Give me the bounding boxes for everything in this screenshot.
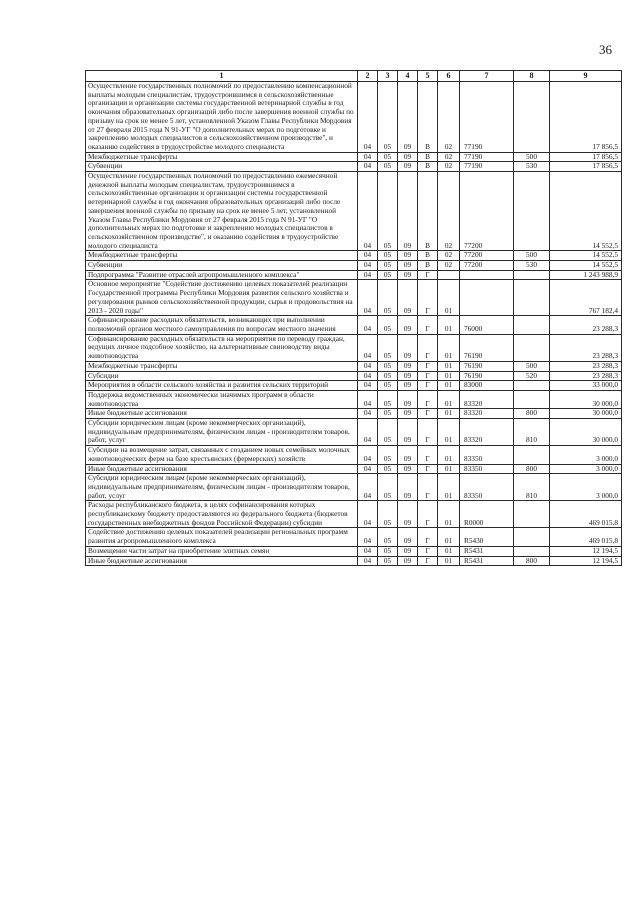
row-cell-c2: 04: [358, 409, 378, 419]
row-cell-c4: 09: [398, 409, 418, 419]
table-row: [86, 474, 622, 501]
row-cell-c5: В: [418, 162, 438, 172]
column-header: 9: [550, 71, 622, 82]
row-cell-c6: 01: [438, 556, 460, 566]
row-cell-c6: 02: [438, 251, 460, 261]
row-cell-c9: 23 288,3: [550, 361, 622, 371]
row-cell-c6: 01: [438, 546, 460, 556]
row-cell-c3: 05: [378, 528, 398, 546]
row-cell-c7: 77200: [460, 172, 514, 251]
row-cell-c3: 05: [378, 474, 398, 501]
table-row: [86, 172, 622, 251]
row-cell-c6: 01: [438, 390, 460, 408]
row-cell-c3: 05: [378, 251, 398, 261]
row-cell-c2: 04: [358, 251, 378, 261]
row-cell-c9: 14 552,5: [550, 261, 622, 271]
table-row: [86, 371, 622, 381]
row-description: Поддержка ведомственных экономически значимых программ в области животноводства: [86, 390, 358, 408]
row-cell-c3: 05: [378, 464, 398, 474]
row-cell-c9: 30 000,0: [550, 409, 622, 419]
row-cell-c5: Г: [418, 316, 438, 334]
row-cell-c5: Г: [418, 474, 438, 501]
row-cell-c5: В: [418, 172, 438, 251]
row-cell-c6: 02: [438, 162, 460, 172]
table-row: [86, 280, 622, 316]
row-cell-c3: 05: [378, 270, 398, 280]
row-cell-c3: 05: [378, 261, 398, 271]
row-cell-c9: 3 000,0: [550, 446, 622, 464]
row-cell-c4: 09: [398, 162, 418, 172]
row-cell-c4: 09: [398, 528, 418, 546]
row-cell-c4: 09: [398, 316, 418, 334]
row-cell-c7: R5430: [460, 528, 514, 546]
row-cell-c3: 05: [378, 82, 398, 153]
row-cell-c2: 04: [358, 162, 378, 172]
row-description: Субсидии на возмещение затрат, связанных с созданием новых семейных молочных животноводческих ферм на базе крестьянских (фермерских) хозяйств: [86, 446, 358, 464]
row-cell-c6: 01: [438, 474, 460, 501]
row-cell-c5: В: [418, 251, 438, 261]
table-row: [86, 446, 622, 464]
row-cell-c7: R5431: [460, 546, 514, 556]
row-cell-c9: 3 000,0: [550, 464, 622, 474]
row-cell-c3: 05: [378, 316, 398, 334]
row-cell-c4: 09: [398, 546, 418, 556]
row-cell-c9: 23 288,3: [550, 316, 622, 334]
row-cell-c3: 05: [378, 501, 398, 528]
row-cell-c4: 09: [398, 361, 418, 371]
table-row: [86, 419, 622, 446]
table-row: [86, 556, 622, 566]
row-cell-c5: Г: [418, 381, 438, 391]
row-cell-c8: [514, 446, 550, 464]
column-header: 4: [398, 71, 418, 82]
row-cell-c3: 05: [378, 419, 398, 446]
row-cell-c7: 77190: [460, 152, 514, 162]
row-cell-c4: 09: [398, 446, 418, 464]
row-cell-c5: Г: [418, 371, 438, 381]
row-cell-c7: 83320: [460, 419, 514, 446]
row-cell-c9: 12 194,5: [550, 556, 622, 566]
row-cell-c7: 83350: [460, 464, 514, 474]
row-cell-c6: 01: [438, 464, 460, 474]
row-cell-c2: 04: [358, 270, 378, 280]
row-description: Осуществление государственных полномочий по предоставлению ежемесячной денежной выплаты молодым специалистам, трудоустроившимся в сельскохозяйственные организации и организации системы государственной ветеринарной службы в год окончания образовательных организаций либо после завершения военной службы по призыву на срок не менее 5 лет, установленной Указом Главы Республики Мордовия от 27 февраля 2015 года N 91-УГ "О дополнительных мерах по подготовке и закреплению молодых специалистов в сельскохозяйственном производстве", и оказанию содействия в трудоустройстве молодого специалиста: [86, 172, 358, 251]
row-cell-c5: Г: [418, 464, 438, 474]
row-cell-c2: 04: [358, 464, 378, 474]
row-cell-c6: 01: [438, 528, 460, 546]
row-cell-c4: 09: [398, 172, 418, 251]
row-cell-c6: 01: [438, 334, 460, 361]
row-cell-c5: В: [418, 82, 438, 153]
row-cell-c8: [514, 546, 550, 556]
row-cell-c8: [514, 501, 550, 528]
row-cell-c5: Г: [418, 390, 438, 408]
table-row: [86, 162, 622, 172]
table-row: [86, 82, 622, 153]
row-cell-c3: 05: [378, 390, 398, 408]
row-cell-c8: 500: [514, 251, 550, 261]
row-cell-c4: 09: [398, 556, 418, 566]
table-body: [86, 82, 622, 566]
table-row: [86, 390, 622, 408]
row-cell-c5: Г: [418, 446, 438, 464]
column-header: 5: [418, 71, 438, 82]
column-header: 8: [514, 71, 550, 82]
row-cell-c5: Г: [418, 546, 438, 556]
row-cell-c7: 83320: [460, 390, 514, 408]
row-cell-c2: 04: [358, 390, 378, 408]
row-cell-c6: 02: [438, 152, 460, 162]
row-cell-c4: 09: [398, 390, 418, 408]
row-cell-c8: 500: [514, 361, 550, 371]
row-cell-c8: 500: [514, 152, 550, 162]
row-cell-c8: [514, 280, 550, 316]
row-cell-c2: 04: [358, 172, 378, 251]
row-cell-c8: 810: [514, 474, 550, 501]
row-cell-c9: 23 288,3: [550, 334, 622, 361]
row-cell-c2: 04: [358, 446, 378, 464]
row-cell-c9: 23 288,3: [550, 371, 622, 381]
row-description: Возмещение части затрат на приобретение элитных семян: [86, 546, 358, 556]
row-cell-c3: 05: [378, 172, 398, 251]
row-description: Субсидии юридическим лицам (кроме некоммерческих организаций), индивидуальным предпринимателям, физическим лицам - производителям товаров, работ, услуг: [86, 474, 358, 501]
row-description: Мероприятия в области сельского хозяйства и развития сельских территорий: [86, 381, 358, 391]
table-row: [86, 381, 622, 391]
row-cell-c6: 01: [438, 361, 460, 371]
row-cell-c6: 02: [438, 172, 460, 251]
row-cell-c9: 30 000,0: [550, 390, 622, 408]
row-cell-c7: 76190: [460, 371, 514, 381]
row-cell-c4: 09: [398, 501, 418, 528]
row-cell-c4: 09: [398, 280, 418, 316]
row-description: Софинансирование расходных обязательств на мероприятия по переводу граждан, ведущих личное подсобное хозяйство, на альтернативные свиноводству виды животноводства: [86, 334, 358, 361]
row-cell-c4: 09: [398, 270, 418, 280]
row-cell-c9: 14 552,5: [550, 172, 622, 251]
row-cell-c8: 530: [514, 261, 550, 271]
row-cell-c9: 14 552,5: [550, 251, 622, 261]
row-cell-c3: 05: [378, 152, 398, 162]
row-cell-c9: 33 000,0: [550, 381, 622, 391]
row-cell-c2: 04: [358, 419, 378, 446]
row-description: Межбюджетные трансферты: [86, 152, 358, 162]
row-cell-c3: 05: [378, 162, 398, 172]
row-cell-c9: 3 000,0: [550, 474, 622, 501]
row-cell-c7: [460, 280, 514, 316]
row-cell-c7: 83350: [460, 474, 514, 501]
row-cell-c5: Г: [418, 280, 438, 316]
row-cell-c8: [514, 390, 550, 408]
row-cell-c5: Г: [418, 501, 438, 528]
column-header: 3: [378, 71, 398, 82]
row-cell-c2: 04: [358, 556, 378, 566]
row-cell-c2: 04: [358, 546, 378, 556]
table-row: [86, 261, 622, 271]
row-cell-c6: 01: [438, 446, 460, 464]
table-row: [86, 251, 622, 261]
table-row: [86, 546, 622, 556]
row-description: Софинансирование расходных обязательств, возникающих при выполнении полномочий органов местного самоуправления по вопросам местного значения: [86, 316, 358, 334]
table-row: [86, 464, 622, 474]
row-cell-c9: 30 000,0: [550, 419, 622, 446]
row-cell-c6: 01: [438, 381, 460, 391]
row-cell-c7: 76190: [460, 334, 514, 361]
row-cell-c8: [514, 528, 550, 546]
row-cell-c2: 04: [358, 280, 378, 316]
row-cell-c2: 04: [358, 528, 378, 546]
row-cell-c2: 04: [358, 82, 378, 153]
row-cell-c7: 77190: [460, 162, 514, 172]
row-cell-c8: 520: [514, 371, 550, 381]
row-description: Основное мероприятие "Содействие достижению целевых показателей реализации Государственной программы Республики Мордовия развития сельского хозяйства и регулирования рынков сельскохозяйственной продукции, сырья и продовольствия на 2013 - 2020 годы": [86, 280, 358, 316]
row-cell-c7: R0000: [460, 501, 514, 528]
row-cell-c9: 469 015,8: [550, 528, 622, 546]
row-cell-c9: 12 194,5: [550, 546, 622, 556]
row-description: Иные бюджетные ассигнования: [86, 464, 358, 474]
row-cell-c5: В: [418, 152, 438, 162]
row-cell-c6: 01: [438, 371, 460, 381]
row-cell-c5: Г: [418, 361, 438, 371]
row-cell-c5: Г: [418, 334, 438, 361]
row-cell-c8: [514, 172, 550, 251]
row-description: Расходы республиканского бюджета, в целях софинансирования которых республиканскому бюджету предоставляются из федерального бюджета (бюджетов государственных внебюджетных фондов Российской Федерации) субсидии: [86, 501, 358, 528]
column-header: 1: [86, 71, 358, 82]
row-cell-c6: [438, 270, 460, 280]
row-cell-c4: 09: [398, 82, 418, 153]
table-row: [86, 501, 622, 528]
row-cell-c7: 76000: [460, 316, 514, 334]
row-description: Подпрограмма "Развитие отраслей агропромышленного комплекса": [86, 270, 358, 280]
row-cell-c6: 02: [438, 261, 460, 271]
row-cell-c2: 04: [358, 371, 378, 381]
row-cell-c7: 77190: [460, 82, 514, 153]
row-cell-c3: 05: [378, 446, 398, 464]
row-cell-c5: Г: [418, 270, 438, 280]
row-cell-c8: 800: [514, 556, 550, 566]
row-cell-c4: 09: [398, 474, 418, 501]
row-description: Осуществление государственных полномочий по предоставлению компенсационной выплаты молодым специалистам, трудоустроившимся в сельскохозяйственные организации и организации системы государственной ветеринарной службы в год окончания образовательных организаций либо после завершения военной службы по призыву на срок не менее 5 лет, установленной Указом Главы Республики Мордовия от 27 февраля 2015 года N 91-УГ "О дополнительных мерах по подготовке и закреплению молодых специалистов в сельскохозяйственном производстве", и оказанию содействия в трудоустройстве молодого специалиста: [86, 82, 358, 153]
row-cell-c4: 09: [398, 251, 418, 261]
row-description: Содействие достижению целевых показателей реализации региональных программ развития агропромышленного комплекса: [86, 528, 358, 546]
row-description: Субсидии: [86, 371, 358, 381]
column-header: 2: [358, 71, 378, 82]
row-cell-c7: R5431: [460, 556, 514, 566]
row-cell-c9: 17 856,5: [550, 82, 622, 153]
row-cell-c4: 09: [398, 381, 418, 391]
row-description: Субвенции: [86, 162, 358, 172]
table-row: [86, 361, 622, 371]
table-row: [86, 528, 622, 546]
row-cell-c8: [514, 334, 550, 361]
row-cell-c7: 76190: [460, 361, 514, 371]
row-cell-c9: 17 856,5: [550, 162, 622, 172]
budget-table: [85, 70, 622, 566]
row-cell-c7: 77200: [460, 251, 514, 261]
row-cell-c2: 04: [358, 474, 378, 501]
row-cell-c7: 83350: [460, 446, 514, 464]
row-cell-c4: 09: [398, 334, 418, 361]
row-cell-c3: 05: [378, 381, 398, 391]
row-cell-c6: 01: [438, 501, 460, 528]
row-cell-c4: 09: [398, 464, 418, 474]
row-cell-c8: [514, 381, 550, 391]
row-description: Межбюджетные трансферты: [86, 251, 358, 261]
row-cell-c6: 01: [438, 316, 460, 334]
column-header: 6: [438, 71, 460, 82]
row-cell-c3: 05: [378, 409, 398, 419]
row-cell-c2: 04: [358, 334, 378, 361]
row-cell-c6: 01: [438, 280, 460, 316]
row-cell-c2: 04: [358, 361, 378, 371]
row-cell-c2: 04: [358, 381, 378, 391]
row-cell-c8: 800: [514, 409, 550, 419]
row-cell-c7: 77200: [460, 261, 514, 271]
table-row: [86, 152, 622, 162]
table-row: [86, 316, 622, 334]
row-cell-c4: 09: [398, 419, 418, 446]
row-cell-c4: 09: [398, 152, 418, 162]
table-row: [86, 270, 622, 280]
row-cell-c8: [514, 270, 550, 280]
row-cell-c5: В: [418, 261, 438, 271]
row-description: Иные бюджетные ассигнования: [86, 409, 358, 419]
page-number: 36: [599, 42, 612, 57]
row-cell-c3: 05: [378, 556, 398, 566]
header-row: [86, 71, 622, 82]
row-cell-c7: 83000: [460, 381, 514, 391]
row-cell-c7: [460, 270, 514, 280]
row-cell-c5: Г: [418, 556, 438, 566]
row-cell-c4: 09: [398, 371, 418, 381]
column-header: 7: [460, 71, 514, 82]
row-cell-c8: [514, 82, 550, 153]
row-cell-c2: 04: [358, 316, 378, 334]
row-description: Субвенции: [86, 261, 358, 271]
table-row: [86, 334, 622, 361]
row-cell-c3: 05: [378, 334, 398, 361]
row-cell-c2: 04: [358, 501, 378, 528]
row-cell-c8: 810: [514, 419, 550, 446]
row-cell-c9: 17 856,5: [550, 152, 622, 162]
row-description: Иные бюджетные ассигнования: [86, 556, 358, 566]
row-cell-c3: 05: [378, 361, 398, 371]
row-cell-c6: 01: [438, 419, 460, 446]
row-cell-c6: 02: [438, 82, 460, 153]
row-cell-c8: [514, 316, 550, 334]
row-cell-c5: Г: [418, 528, 438, 546]
row-cell-c4: 09: [398, 261, 418, 271]
row-cell-c5: Г: [418, 409, 438, 419]
row-cell-c9: 469 015,8: [550, 501, 622, 528]
row-description: Субсидии юридическим лицам (кроме некоммерческих организаций), индивидуальным предпринимателям, физическим лицам - производителям товаров, работ, услуг: [86, 419, 358, 446]
row-cell-c3: 05: [378, 280, 398, 316]
row-cell-c6: 01: [438, 409, 460, 419]
row-cell-c2: 04: [358, 152, 378, 162]
row-description: Межбюджетные трансферты: [86, 361, 358, 371]
row-cell-c3: 05: [378, 371, 398, 381]
row-cell-c5: Г: [418, 419, 438, 446]
row-cell-c9: 1 243 988,9: [550, 270, 622, 280]
row-cell-c7: 83320: [460, 409, 514, 419]
row-cell-c2: 04: [358, 261, 378, 271]
row-cell-c8: 800: [514, 464, 550, 474]
row-cell-c8: 530: [514, 162, 550, 172]
row-cell-c9: 767 182,4: [550, 280, 622, 316]
table-row: [86, 409, 622, 419]
row-cell-c3: 05: [378, 546, 398, 556]
